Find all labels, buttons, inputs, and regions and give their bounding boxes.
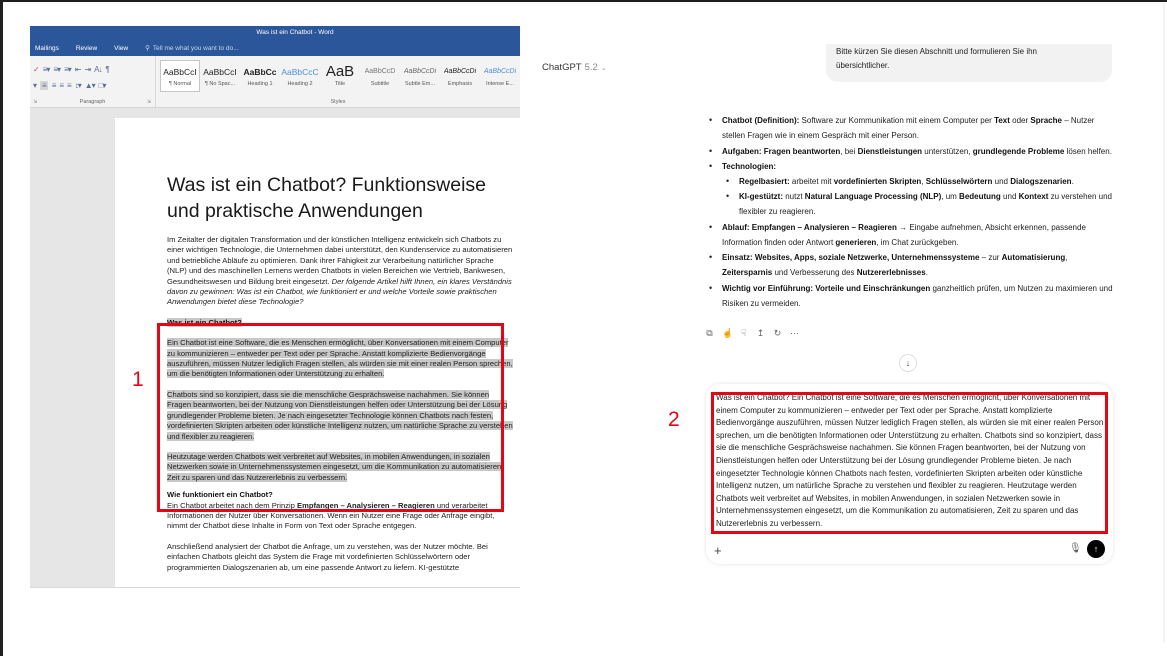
- multilevel-list-icon[interactable]: ≡▾: [64, 64, 71, 74]
- sort-icon[interactable]: A↓: [94, 64, 102, 74]
- model-version: 5.2: [584, 62, 598, 73]
- frame-top-border: [0, 0, 1167, 2]
- paragraph-launcher-icon[interactable]: ⇲: [146, 99, 151, 105]
- plus-icon: +: [714, 543, 722, 558]
- style-no-spacing[interactable]: AaBbCcI ¶ No Spac...: [203, 67, 237, 87]
- answer-subbullet-ai-based: • KI-gestützt: nutzt Natural Language Processing (NLP), um Bedeutung und Kontext zu verstehen und flexibler zu reagieren.: [722, 189, 1115, 219]
- answer-bullet-important: • Wichtig vor Einführung: Vorteile und Einschränkungen ganzheitlich prüfen, um Nutzen zu maximieren und Risiken zu vermeiden.: [705, 281, 1115, 311]
- annotation-label-1: 1: [132, 368, 144, 391]
- answer-bullet-tasks: • Aufgaben: Fragen beantworten, bei Dienstleistungen unterstützen, grundlegende Probleme lösen helfen.: [705, 144, 1115, 159]
- tell-me-placeholder: Tell me what you want to do...: [152, 44, 239, 52]
- selected-section: [167, 318, 515, 483]
- annotation-label-2: 2: [668, 408, 680, 431]
- model-selector[interactable]: [542, 62, 607, 73]
- page-scrollbar[interactable]: [1163, 2, 1165, 642]
- answer-subbullet-rule-based: • Regelbasiert: arbeitet mit vordefinierten Skripten, Schlüsselwörtern und Dialogszenarien.: [722, 174, 1115, 189]
- regenerate-icon[interactable]: ↻: [773, 328, 782, 338]
- thumbs-down-icon[interactable]: ☟: [740, 328, 747, 338]
- thumbs-up-icon[interactable]: ☝: [722, 328, 734, 338]
- section2-heading: Wie funktioniert ein Chatbot?: [167, 490, 273, 500]
- word-ribbon: [30, 56, 520, 108]
- answer-bullet-definition: • Chatbot (Definition): Software zur Kommunikation mit einem Computer per Text oder Sprache – Nutzer stellen Fragen wie in einem Gespräch mit einer Person.: [705, 113, 1115, 143]
- microphone-icon: 🎙: [1069, 543, 1082, 554]
- composer-input[interactable]: Was ist ein Chatbot? Ein Chatbot ist eine Software, die es Menschen ermöglicht, über Konversationen mit einem Computer zu kommunizieren – entweder per Text oder per Sprache. Anstatt komplizierte Bedienvorgänge auszuführen, müssen Nutzer lediglich Fragen stellen, als würden sie mit einer realen Person sprechen, um die benötigten Informationen oder Unterstützung zu erhalten. Chatbots sind so konzipiert, dass sie die menschliche Gesprächsweise nachahmen. Sie können Fragen beantworten, bei der Nutzung von Dienstleistungen helfen oder Unterstützung bei der Lösung grundlegender Probleme bieten. Je nach eingesetzter Technologie können Chatbots nach festen, vordefinierten Skripten arbeiten oder künstliche Intelligenz nutzen, um natürliche Sprache zu verstehen und flexibler zu reagieren. Heutzutage werden Chatbots weit verbreitet auf Websites, in mobilen Anwendungen, in sozialen Netzwerken sowie in Unternehmenssystemen eingesetzt, um die Kommunikation zu automatisieren, Zeit zu sparen und das Nutzererlebnis zu verbessern.: [716, 393, 1104, 528]
- section2-paragraph-2: Anschließend analysiert der Chatbot die Anfrage, um zu verstehen, was der Nutzer möchte. Bei einfachen Chatbots gleicht das System die Frage mit vordefinierten Schlüsselwörtern oder programmierten Dialogszenarien ab, um eine passende Antwort zu liefern. KI-gestützte: [167, 541, 488, 572]
- model-name: ChatGPT: [542, 62, 582, 73]
- shading-icon[interactable]: ▲▾: [84, 80, 95, 90]
- style-heading-2[interactable]: AaBbCcC Heading 2: [281, 67, 319, 87]
- style-subtle-emphasis[interactable]: AaBbCcDi Subtle Em...: [403, 68, 437, 87]
- message-composer[interactable]: [706, 384, 1113, 564]
- style-emphasis[interactable]: AaBbCcDi Emphasis: [443, 68, 477, 87]
- scroll-down-button[interactable]: [899, 354, 917, 372]
- align-left-icon[interactable]: ≡: [42, 80, 46, 90]
- dropdown-icon[interactable]: ▾: [33, 80, 37, 90]
- send-button[interactable]: [1087, 540, 1105, 558]
- word-title-bar: Was ist ein Chatbot - Word: [30, 26, 520, 40]
- styles-group-label: Styles: [330, 99, 346, 105]
- frame-left-border: [0, 0, 3, 656]
- arrow-up-icon: ↑: [1093, 544, 1099, 554]
- message-actions: [705, 328, 799, 339]
- assistant-answer: [705, 113, 1115, 311]
- group-launcher-icon[interactable]: ⇲: [33, 99, 38, 105]
- section1-paragraph-1: Ein Chatbot ist eine Software, die es Menschen ermöglicht, über Konversationen mit einem Computer zu kommunizieren – entweder per Text oder per Sprache. Anstatt komplizierte Bedienvorgänge auszuführen, müssen Nutzer lediglich Fragen stellen, als würden sie mit einer realen Person sprechen, um die benötigten Informationen oder Unterstützung zu erhalten.: [167, 338, 513, 379]
- style-normal[interactable]: AaBbCcI ¶ Normal: [160, 60, 200, 92]
- style-title[interactable]: AaB Title: [325, 65, 355, 87]
- style-intense-emphasis[interactable]: AaBbCcDi Intense E...: [483, 68, 517, 87]
- menu-view[interactable]: View: [114, 44, 129, 52]
- menu-mailings[interactable]: Mailings: [35, 44, 59, 52]
- style-subtitle[interactable]: AaBbCcD Subtitle: [364, 68, 396, 87]
- intro-paragraph: Im Zeitalter der digitalen Transformation und der künstlichen Intelligenz entwickeln sich Chatbots zu einer wichtigen Technologie, die Unternehmen dabei unterstützt, den Kundenservice zu automatisieren und betriebliche Abläufe zu optimieren. Dank ihrer Fähigkeit zur Verarbeitung natürlicher Sprache (NLP) und des maschinellen Lernens werden Chatbots in vielen Bereichen wie Vertrieb, Bankwesen, Gesundheitswesen und Bildung breit eingesetzt. Der folgende Artikel hilft Ihnen, ein klares Verständnis davon zu gewinnen: Was ist ein Chatbot, wie funktioniert er und welche Vorteile sowie praktischen Anwendungen bietet diese Technologie?: [167, 235, 513, 307]
- word-menu-bar: [30, 40, 520, 56]
- align-right-icon[interactable]: ≡: [59, 80, 64, 90]
- style-heading-1[interactable]: AaBbCc Heading 1: [243, 67, 277, 87]
- bullets-icon[interactable]: ≡▾: [42, 64, 50, 74]
- line-spacing-icon[interactable]: ↕▾: [74, 80, 81, 90]
- borders-icon[interactable]: □▾: [98, 80, 106, 90]
- section1-heading: Was ist ein Chatbot?: [167, 317, 242, 327]
- tell-me-search[interactable]: [145, 44, 238, 52]
- document-title: Was ist ein Chatbot? Funktionsweise und praktische Anwendungen: [167, 174, 487, 222]
- copy-icon[interactable]: ⧉: [706, 328, 713, 338]
- paragraph-group-label: Paragraph: [79, 99, 106, 105]
- document-page[interactable]: [115, 118, 520, 588]
- paragraph-group: [30, 56, 156, 107]
- numbering-icon[interactable]: ≡▾: [53, 64, 61, 74]
- attach-plus-button[interactable]: [714, 543, 722, 558]
- answer-bullet-technologies: • Technologien: • Regelbasiert: arbeitet mit vordefinierten Skripten, Schlüsselwörtern und Dialogszenarien. • KI-gestützt: nutzt Natural Language Processing (NLP), um Bedeutung und Kontext zu verstehen und flexibler zu reagieren.: [705, 159, 1115, 219]
- chevron-down-icon: ⌄: [600, 64, 607, 72]
- decrease-indent-icon[interactable]: ⇤: [74, 64, 81, 74]
- section1-paragraph-3: Heutzutage werden Chatbots weit verbreitet auf Websites, in mobilen Anwendungen, in sozialen Netzwerken sowie in Unternehmenssystemen eingesetzt, um die Kommunikation zu automatisieren, Zeit zu sparen und das Nutzererlebnis zu verbessern.: [167, 451, 504, 482]
- answer-bullet-usage: • Einsatz: Websites, Apps, soziale Netzwerke, Unternehmenssysteme – zur Automatisierung, Zeitersparnis und Verbesserung des Nutzererlebnisses.: [705, 250, 1115, 280]
- share-icon[interactable]: ↥: [756, 328, 765, 338]
- user-message-bubble: Bitte kürzen Sie diesen Abschnitt und formulieren Sie ihn übersichtlicher.: [826, 44, 1112, 82]
- section1-paragraph-2: Chatbots sind so konzipiert, dass sie die menschliche Gesprächsweise nachahmen. Sie können Fragen beantworten, bei der Nutzung von Dienstleistungen helfen oder Unterstützung bei der Lösung grundlegender Probleme bieten. Je nach eingesetzter Technologie können Chatbots nach festen, vordefinierten Skripten arbeiten oder künstliche Intelligenz nutzen, um natürliche Sprache zu verstehen und flexibler zu reagieren.: [167, 389, 513, 441]
- menu-review[interactable]: Review: [75, 44, 98, 52]
- lightbulb-icon: ⚲: [145, 45, 150, 52]
- format-painter-icon[interactable]: ✓: [33, 64, 39, 74]
- section2-paragraph-1: Ein Chatbot arbeitet nach dem Prinzip Empfangen – Analysieren – Reagieren und verarbeitet Informationen der Nutzer über Konversationen. Wenn ein Nutzer eine Frage oder Anfrage eingibt, nimmt der Chatbot diese Inhalte in Form von Text oder Sprache entgegen.: [167, 500, 495, 531]
- justify-icon[interactable]: ≡: [67, 80, 71, 90]
- align-center-icon[interactable]: ≡: [51, 80, 56, 90]
- answer-bullet-process: • Ablauf: Empfangen – Analysieren – Reagieren → Eingabe aufnehmen, Absicht erkennen, passende Information finden oder Antwort generieren, im Chat zurückgeben.: [705, 220, 1115, 250]
- arrow-down-icon: ↓: [905, 358, 911, 368]
- styles-group: [156, 56, 520, 107]
- microphone-button[interactable]: [1069, 543, 1082, 554]
- document-area[interactable]: [30, 109, 520, 587]
- pilcrow-icon[interactable]: ¶: [105, 64, 109, 74]
- styles-gallery: [160, 60, 520, 92]
- word-window: [30, 26, 520, 588]
- increase-indent-icon[interactable]: ⇥: [84, 64, 91, 74]
- more-icon[interactable]: ⋯: [790, 328, 799, 338]
